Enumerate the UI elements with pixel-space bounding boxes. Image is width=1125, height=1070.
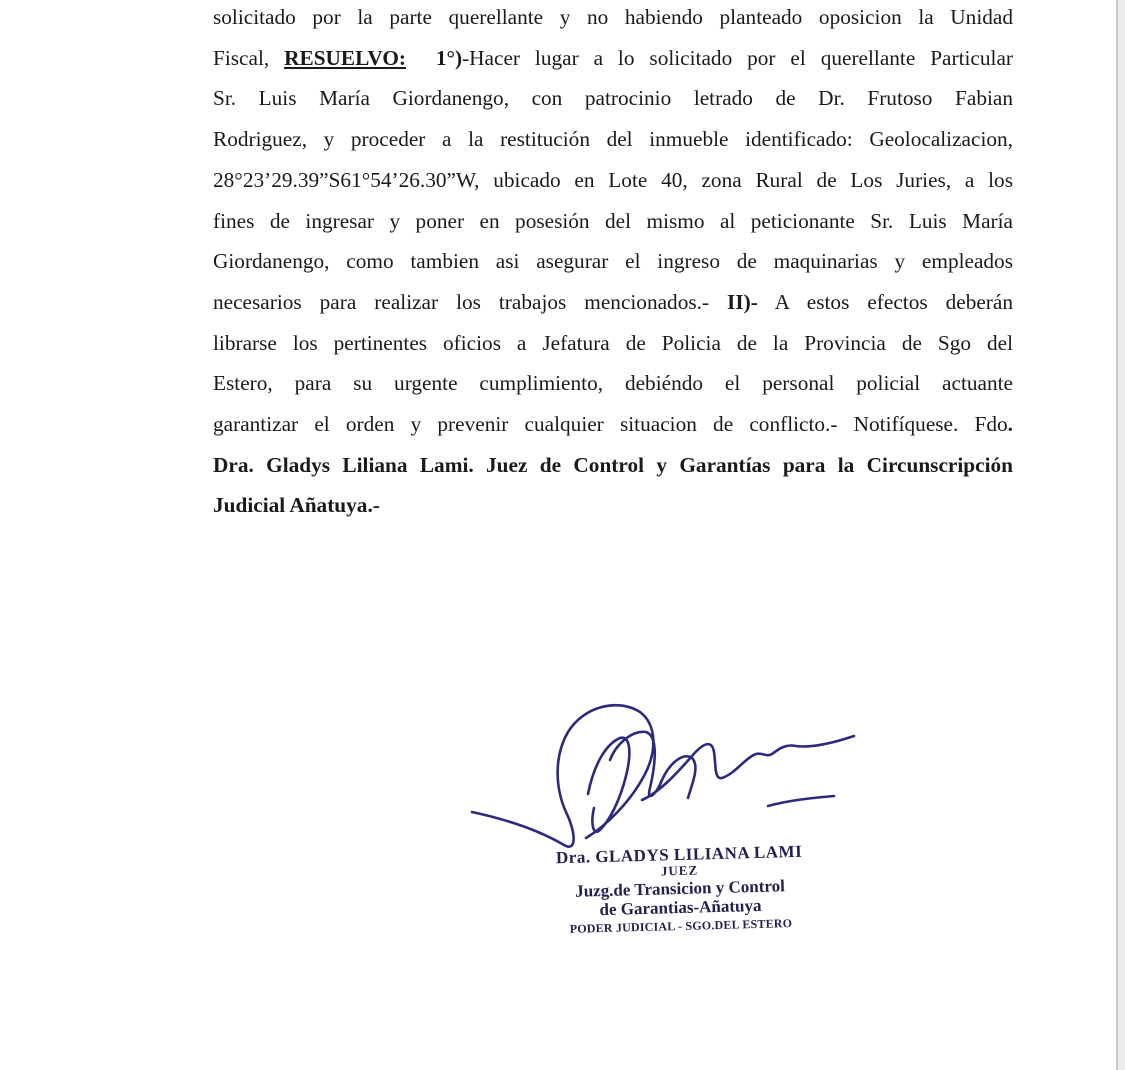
text-line: librarse los pertinentes oficios a Jefatura de Policia de la Provincia de Sgo del xyxy=(213,330,1013,355)
text-line: garantizar el orden y prevenir cualquier situacion de conflicto.- Notifíquese. Fdo. xyxy=(213,412,1013,437)
numeral-two: II)- xyxy=(727,289,758,314)
resuelvo-heading: RESUELVO: xyxy=(284,45,406,70)
text-line: fines de ingresar y poner en posesión del mismo al peticionante Sr. Luis María xyxy=(213,208,1013,233)
stamp-court-line1: Juzg.de Transicion y Control xyxy=(574,876,786,901)
stamp-title: JUEZ xyxy=(660,862,699,879)
text-line: Rodriguez, y proceder a la restitución del inmueble identificado: Geolocalizacion, xyxy=(213,127,1013,152)
text-line: solicitado por la parte querellante y no habiendo planteado oposicion la Unidad xyxy=(213,5,1013,29)
stamp-branch: PODER JUDICIAL - SGO.DEL ESTERO xyxy=(569,916,793,936)
stamp-court-line2: de Garantias-Añatuya xyxy=(599,895,762,920)
text-line: Estero, para su urgente cumplimiento, debiéndo el personal policial actuante xyxy=(213,371,1013,396)
signer-line: Dra. Gladys Liliana Lami. Juez de Control y Garantías para la Circunscripción xyxy=(213,452,1013,477)
text-line: Sr. Luis María Giordanengo, con patrocinio letrado de Dr. Frutoso Fabian xyxy=(213,86,1013,111)
page-edge xyxy=(1116,0,1118,1070)
text-line: Fiscal, RESUELVO: 1°)-Hacer lugar a lo solicitado por el querellante Particular xyxy=(213,45,1013,70)
resolution-text xyxy=(213,0,1013,526)
text-line: necesarios para realizar los trabajos mencionados.- II)- A estos efectos deberán xyxy=(213,289,1013,314)
text-line: Giordanengo, como tambien asi asegurar el ingreso de maquinarias y empleados xyxy=(213,249,1013,274)
signer-line-end: Judicial Añatuya.- xyxy=(213,493,380,518)
numeral-one: 1°) xyxy=(435,45,463,70)
stamp-name: Dra. GLADYS LILIANA LAMI xyxy=(555,841,803,868)
text-line: 28°23’29.39”S61°54’26.30”W, ubicado en Lote 40, zona Rural de Los Juries, a los xyxy=(213,167,1013,192)
judge-stamp xyxy=(519,842,841,936)
